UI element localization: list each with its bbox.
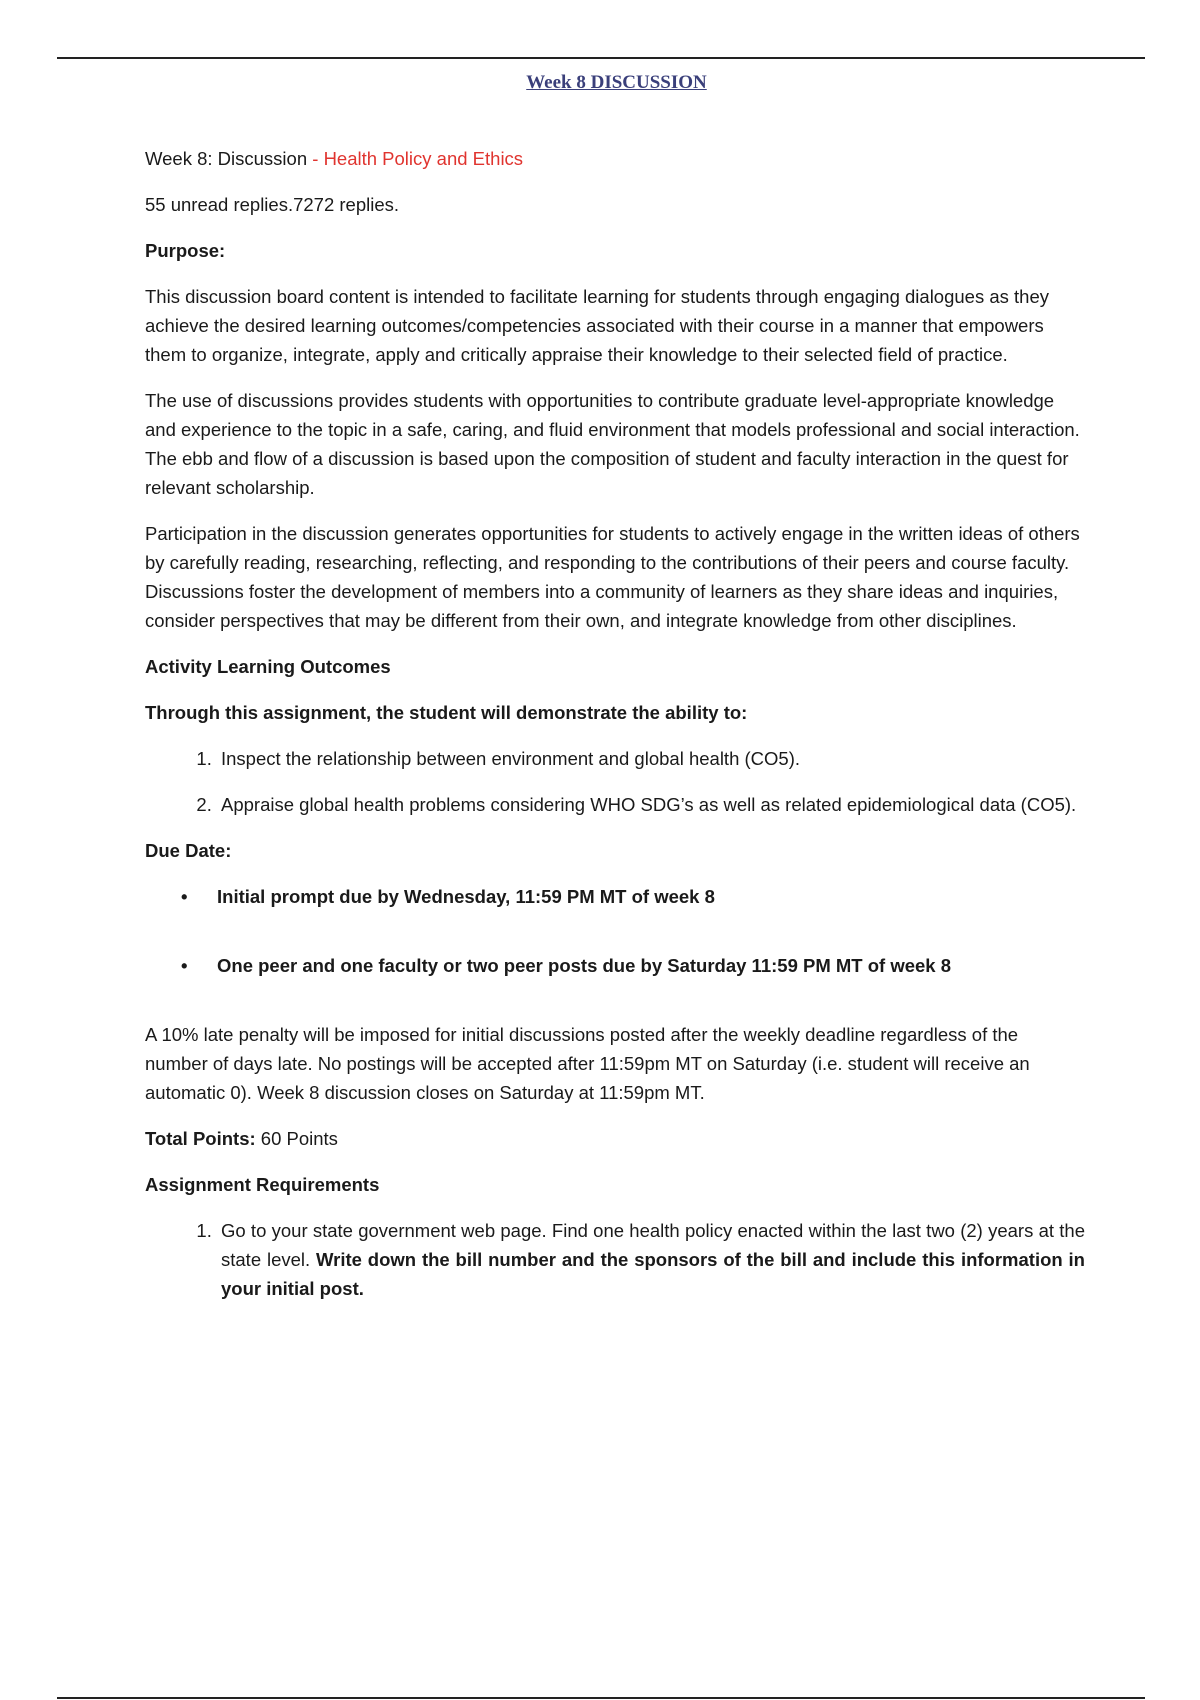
reply-count: 55 unread replies.7272 replies. [145,194,400,215]
outcome-item: 2. Appraise global health problems considering WHO SDG’s as well as related epidemiological data (CO5). [217,790,1085,819]
due-date-label: Due Date: [145,840,232,861]
requirement-item [217,1216,1085,1303]
requirements-heading: Assignment Requirements [145,1174,380,1195]
requirements-list [145,1216,1085,1303]
late-policy: A 10% late penalty will be imposed for initial discussions posted after the weekly deadline regardless of the number of days late. No postings will be accepted after 11:59pm MT on Saturday (i.e. student will receive an automatic 0). Week 8 discussion closes on Saturday at 11:59pm MT. [145,1024,1030,1103]
total-points-value: 60 Points [255,1128,338,1149]
discussion-heading [145,144,1085,173]
purpose-paragraph-1: This discussion board content is intended to facilitate learning for students through engaging dialogues as they achieve the desired learning outcomes/competencies associated with their course in a manner that empowers them to organize, integrate, apply and critically appraise their knowledge to their selected field of practice. [145,286,1049,365]
outcomes-list [145,744,1085,819]
outcomes-heading: Activity Learning Outcomes [145,656,391,677]
heading-topic: - Health Policy and Ethics [307,148,524,169]
document-body [145,144,1085,1320]
document-title: Week 8 DISCUSSION [526,72,707,93]
purpose-label: Purpose: [145,240,226,261]
purpose-paragraph-3: Participation in the discussion generates opportunities for students to actively engage in the written ideas of others by carefully reading, researching, reflecting, and responding to the contributions of their peers and course faculty. Discussions foster the development of members into a community of learners as they share ideas and inquiries, consider perspectives that may be different from their own, and integrate knowledge from other disciplines. [145,523,1080,631]
due-item: • One peer and one faculty or two peer posts due by Saturday 11:59 PM MT of week 8 [217,951,1085,980]
heading-prefix: Week 8: Discussion [145,148,308,169]
due-item: • Initial prompt due by Wednesday, 11:59 PM MT of week 8 [217,882,1085,911]
total-points-label: Total Points: [145,1128,256,1149]
requirement-text: Go to your state government web page. Find one health policy enacted within the last two (2) years at the state level. [221,1220,1085,1270]
bottom-rule [57,1697,1145,1699]
outcomes-intro: Through this assignment, the student will demonstrate the ability to: [145,702,748,723]
outcome-item: 1. Inspect the relationship between environment and global health (CO5). [217,744,1085,773]
top-rule [57,57,1145,59]
due-date-list [145,882,1085,980]
total-points [145,1124,1085,1153]
requirement-emphasis: Write down the bill number and the sponsors of the bill and include this information in your initial post. [221,1249,1085,1299]
purpose-paragraph-2: The use of discussions provides students with opportunities to contribute graduate level-appropriate knowledge and experience to the topic in a safe, caring, and fluid environment that models professional and social interaction. The ebb and flow of a discussion is based upon the composition of student and faculty interaction in the quest for relevant scholarship. [145,390,1080,498]
